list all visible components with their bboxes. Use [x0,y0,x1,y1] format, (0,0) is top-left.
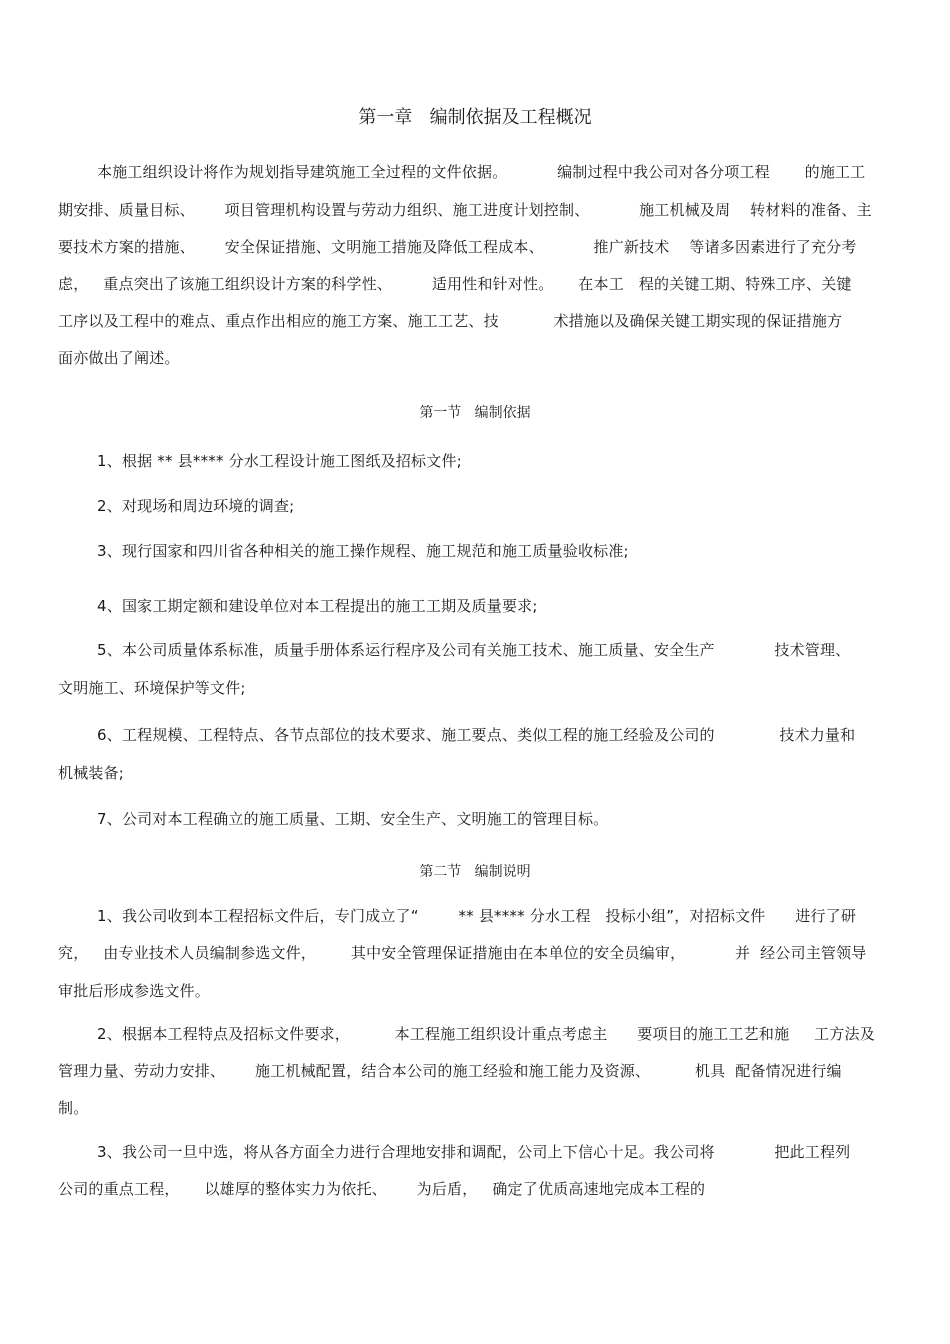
list-item: 3、我公司一旦中选，将从各方面全力进行合理地安排和调配，公司上下信心十足。我公司将 把此工程列 [97,1143,851,1161]
list-item: 2、根据本工程特点及招标文件要求， 本工程施工组织设计重点考虑主 要项目的施工工艺和施 工方法及 [97,1025,875,1043]
list-item: 1、我公司收到本工程招标文件后，专门成立了“ ** 县**** 分水工程 投标小组”，对招标文件 进行了研 [97,907,857,925]
list-item-continued: 审批后形成参选文件。 [58,982,211,1000]
list-item: 3、现行国家和四川省各种相关的施工操作规程、施工规范和施工质量验收标准; [97,542,629,560]
intro-line: 工序以及工程中的难点、重点作出相应的施工方案、施工工艺、技 术措施以及确保关键工期实现的保证措施方 [58,312,843,330]
list-item: 6、工程规模、工程特点、各节点部位的技术要求、施工要点、类似工程的施工经验及公司的 技术力量和 [97,726,856,744]
list-item-continued: 公司的重点工程， 以雄厚的整体实力为依托、 为后盾， 确定了优质高速地完成本工程的 [58,1180,706,1198]
list-item-continued: 制。 [58,1099,89,1117]
section-title-basis: 第一节 编制依据 [419,405,531,421]
list-item-continued: 文明施工、环境保护等文件; [58,679,246,697]
intro-line: 虑， 重点突出了该施工组织设计方案的科学性、 适用性和针对性。 在本工 程的关键工期、特殊工序、关键 [58,275,852,293]
list-item-continued: 机械装备; [58,764,125,782]
list-item: 7、公司对本工程确立的施工质量、工期、安全生产、文明施工的管理目标。 [97,810,609,828]
intro-line: 本施工组织设计将作为规划指导建筑施工全过程的文件依据。 编制过程中我公司对各分项工程 的施工工 [97,163,866,181]
list-item-continued: 管理力量、劳动力安排、 施工机械配置，结合本公司的施工经验和施工能力及资源、 机具 配备情况进行编 [58,1062,842,1080]
list-item: 1、根据 ** 县**** 分水工程设计施工图纸及招标文件; [97,452,462,470]
intro-line: 面亦做出了阐述。 [58,349,180,367]
list-item-continued: 究， 由专业技术人员编制参选文件， 其中安全管理保证措施由在本单位的安全员编审， 并 经公司主管领导 [58,944,867,962]
section-title-notes: 第二节 编制说明 [419,864,531,880]
list-item: 4、国家工期定额和建设单位对本工程提出的施工工期及质量要求; [97,597,538,615]
intro-line: 期安排、质量目标、 项目管理机构设置与劳动力组织、施工进度计划控制、 施工机械及周 转材料的准备、主 [58,201,872,219]
intro-line: 要技术方案的措施、 安全保证措施、文明施工措施及降低工程成本、 推广新技术 等诸多因素进行了充分考 [58,238,857,256]
list-item: 5、本公司质量体系标准，质量手册体系运行程序及公司有关施工技术、施工质量、安全生产 技术管理、 [97,641,851,659]
list-item: 2、对现场和周边环境的调查; [97,497,295,515]
chapter-title: 第一章 编制依据及工程概况 [358,107,592,128]
